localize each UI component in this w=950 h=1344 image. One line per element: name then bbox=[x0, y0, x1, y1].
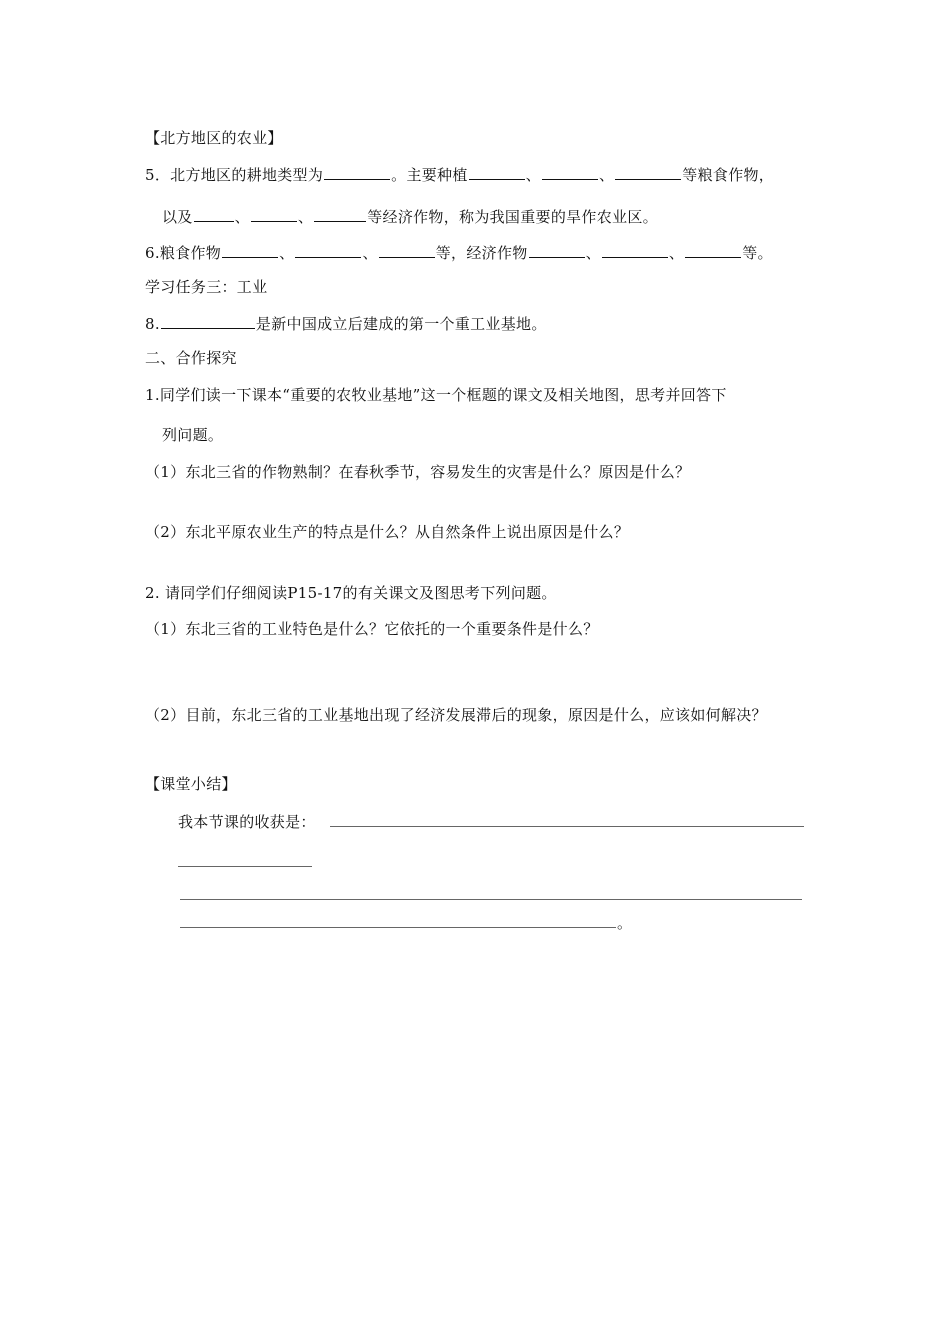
question-5-line-2-prefix: 以及 bbox=[162, 208, 193, 226]
blank-farmland-type[interactable] bbox=[324, 164, 390, 180]
separator: 、 bbox=[297, 208, 314, 226]
section-title-cooperative-inquiry: 二、合作探究 bbox=[145, 349, 237, 367]
task-3-title: 学习任务三：工业 bbox=[145, 278, 268, 296]
separator: 、 bbox=[362, 244, 378, 262]
blank-cash-3[interactable] bbox=[685, 242, 741, 258]
blank-cash-crop-1[interactable] bbox=[194, 206, 234, 222]
blank-grain-crop-1[interactable] bbox=[469, 164, 525, 180]
question-6-mid: 等，经济作物 bbox=[435, 244, 528, 262]
question-6-end: 等。 bbox=[742, 244, 773, 262]
inquiry-2-line-1: 2. 请同学们仔细阅读P15-17的有关课文及图思考下列问题。 bbox=[145, 584, 557, 602]
summary-answer-line-3[interactable] bbox=[180, 899, 802, 900]
blank-cash-2[interactable] bbox=[602, 242, 668, 258]
question-5-line-2 bbox=[162, 206, 658, 227]
blank-cash-1[interactable] bbox=[529, 242, 585, 258]
blank-grain-2[interactable] bbox=[295, 242, 361, 258]
question-8 bbox=[145, 313, 547, 334]
summary-prompt: 我本节课的收获是： bbox=[178, 813, 316, 831]
inquiry-2-question-2: （2）目前，东北三省的工业基地出现了经济发展滞后的现象，原因是什么，应该如何解决？ bbox=[145, 706, 767, 724]
separator: 、 bbox=[279, 244, 295, 262]
question-6 bbox=[145, 242, 773, 263]
blank-cash-crop-2[interactable] bbox=[251, 206, 297, 222]
inquiry-1-line-1: 1.同学们读一下课本“重要的农牧业基地”这一个框题的课文及相关地图，思考并回答下 bbox=[145, 386, 727, 404]
section-title-summary: 【课堂小结】 bbox=[145, 775, 237, 793]
separator: 、 bbox=[234, 208, 250, 226]
separator: 、 bbox=[598, 166, 615, 184]
blank-cash-crop-3[interactable] bbox=[314, 206, 366, 222]
question-8-text: 是新中国成立后建成的第一个重工业基地。 bbox=[255, 315, 547, 333]
inquiry-1-question-2: （2）东北平原农业生产的特点是什么？从自然条件上说出原因是什么？ bbox=[145, 523, 630, 541]
summary-answer-line-4[interactable] bbox=[180, 927, 616, 928]
inquiry-1-line-2: 列问题。 bbox=[162, 426, 224, 444]
question-5-line-1 bbox=[145, 164, 774, 185]
blank-grain-crop-2[interactable] bbox=[542, 164, 598, 180]
separator: 、 bbox=[585, 244, 601, 262]
question-5-prefix: 5．北方地区的耕地类型为 bbox=[145, 166, 324, 184]
section-title-agriculture: 【北方地区的农业】 bbox=[145, 129, 283, 147]
blank-grain-3[interactable] bbox=[379, 242, 435, 258]
blank-grain-1[interactable] bbox=[222, 242, 278, 258]
blank-grain-crop-3[interactable] bbox=[615, 164, 681, 180]
question-5-line-2-end: 等经济作物，称为我国重要的旱作农业区。 bbox=[367, 208, 658, 226]
question-6-prefix: 6.粮食作物 bbox=[145, 244, 222, 262]
separator: 、 bbox=[525, 166, 541, 184]
question-5-end: 等粮食作物， bbox=[682, 166, 775, 184]
summary-end-mark: 。 bbox=[617, 914, 633, 932]
separator: 、 bbox=[668, 244, 685, 262]
question-8-prefix: 8. bbox=[145, 315, 160, 333]
inquiry-2-question-1: （1）东北三省的工业特色是什么？它依托的一个重要条件是什么？ bbox=[145, 620, 599, 638]
summary-answer-line-1[interactable] bbox=[330, 826, 804, 827]
summary-answer-line-2[interactable] bbox=[178, 866, 312, 867]
inquiry-1-question-1: （1）东北三省的作物熟制？在春秋季节，容易发生的灾害是什么？原因是什么？ bbox=[145, 463, 691, 481]
blank-industrial-base[interactable] bbox=[161, 313, 255, 329]
question-5-mid: 。主要种植 bbox=[391, 166, 468, 184]
